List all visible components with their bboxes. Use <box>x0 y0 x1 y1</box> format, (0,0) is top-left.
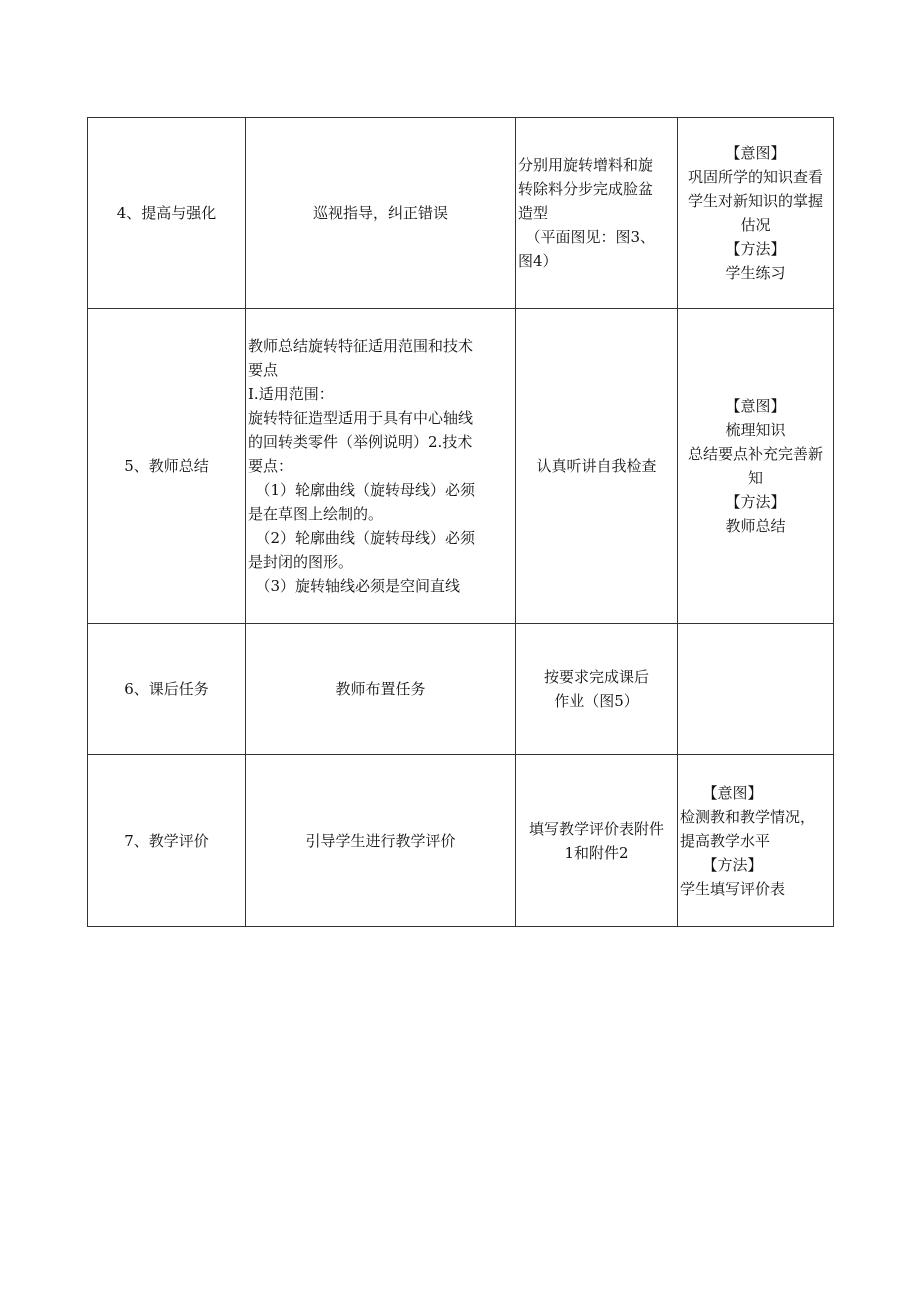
table-row <box>88 309 834 624</box>
step-cell <box>88 309 246 624</box>
cell-text-line: 【方法】 <box>725 493 786 511</box>
intent-cell <box>678 755 834 927</box>
cell-text-line: 旋转特征造型适用于具有中心轴线 <box>248 409 474 427</box>
step-label: 5、教师总结 <box>124 457 209 475</box>
cell-text-line: （平面图见：图3、 <box>518 228 656 246</box>
step-label: 6、课后任务 <box>124 680 209 698</box>
student-activity-cell <box>516 118 678 309</box>
student-activity-cell <box>516 309 678 624</box>
cell-text-line: 造型 <box>518 204 549 222</box>
intent-cell <box>678 118 834 309</box>
cell-text-line: 【意图】 <box>680 783 763 802</box>
intent-cell <box>678 624 834 755</box>
cell-text-line: （3）旋转轴线必须是空间直线 <box>248 577 461 595</box>
step-label: 4、提高与强化 <box>116 204 217 222</box>
cell-text-line: 【方法】 <box>680 855 763 874</box>
cell-text-line: 学生对新知识的掌握 <box>687 192 823 210</box>
step-cell <box>88 755 246 927</box>
cell-text-line: 提高教学水平 <box>680 831 771 850</box>
cell-text-line: 总结要点补充完善新 <box>687 445 823 463</box>
cell-text-line: 是在草图上绘制的。 <box>248 505 384 523</box>
student-activity-cell <box>516 624 678 755</box>
cell-text-line: 转除料分步完成脸盆 <box>518 180 654 198</box>
teacher-activity-cell <box>246 118 516 309</box>
step-cell <box>88 118 246 309</box>
cell-text-line: 1和附件2 <box>564 843 629 862</box>
cell-text-line: 知 <box>747 469 763 487</box>
cell-text-line: 是封闭的图形。 <box>248 553 354 571</box>
cell-text-line: 要点： <box>248 457 294 475</box>
cell-text-line: 分别用旋转增料和旋 <box>518 156 654 174</box>
table-row <box>88 755 834 927</box>
lesson-plan-table <box>87 117 834 927</box>
step-label: 7、教学评价 <box>124 831 209 850</box>
cell-text-line: （1）轮廓曲线（旋转母线）必须 <box>248 481 476 499</box>
cell-text-line: 估况 <box>740 216 771 234</box>
cell-text-line: 教师总结旋转特征适用范围和技术 <box>248 337 474 355</box>
student-activity-cell <box>516 755 678 927</box>
intent-cell <box>678 309 834 624</box>
cell-text-line: 作业（图5） <box>554 692 639 710</box>
cell-text-line: 巡视指导，纠正错误 <box>312 204 448 222</box>
cell-text-line: 巩固所学的知识查看 <box>687 168 823 186</box>
cell-text-line: 按要求完成课后 <box>543 668 649 686</box>
cell-text-line: 要点 <box>248 361 279 379</box>
cell-text-line: 的回转类零件（举例说明）2.技术 <box>248 433 473 451</box>
cell-text-line: 认真听讲自我检查 <box>536 457 657 475</box>
cell-text-line: 梳理知识 <box>725 421 786 439</box>
teacher-activity-cell <box>246 309 516 624</box>
table-row <box>88 118 834 309</box>
cell-text-line: 【意图】 <box>725 144 786 162</box>
cell-text-line: 教师总结 <box>725 517 786 535</box>
cell-text-line: 检测教和教学情况， <box>680 807 816 826</box>
table-row <box>88 624 834 755</box>
cell-text-line: I.适用范围： <box>248 385 334 403</box>
cell-text-line: 图4） <box>518 252 558 270</box>
cell-text-line: 【意图】 <box>725 397 786 415</box>
teacher-activity-cell <box>246 624 516 755</box>
teacher-activity-cell <box>246 755 516 927</box>
cell-text-line: 填写教学评价表附件 <box>528 819 664 838</box>
cell-text-line: （2）轮廓曲线（旋转母线）必须 <box>248 529 476 547</box>
cell-text-line: 学生练习 <box>725 264 786 282</box>
cell-text-line: 教师布置任务 <box>335 680 426 698</box>
step-cell <box>88 624 246 755</box>
cell-text-line: 引导学生进行教学评价 <box>305 831 456 850</box>
cell-text-line: 学生填写评价表 <box>680 879 786 898</box>
cell-text-line: 【方法】 <box>725 240 786 258</box>
